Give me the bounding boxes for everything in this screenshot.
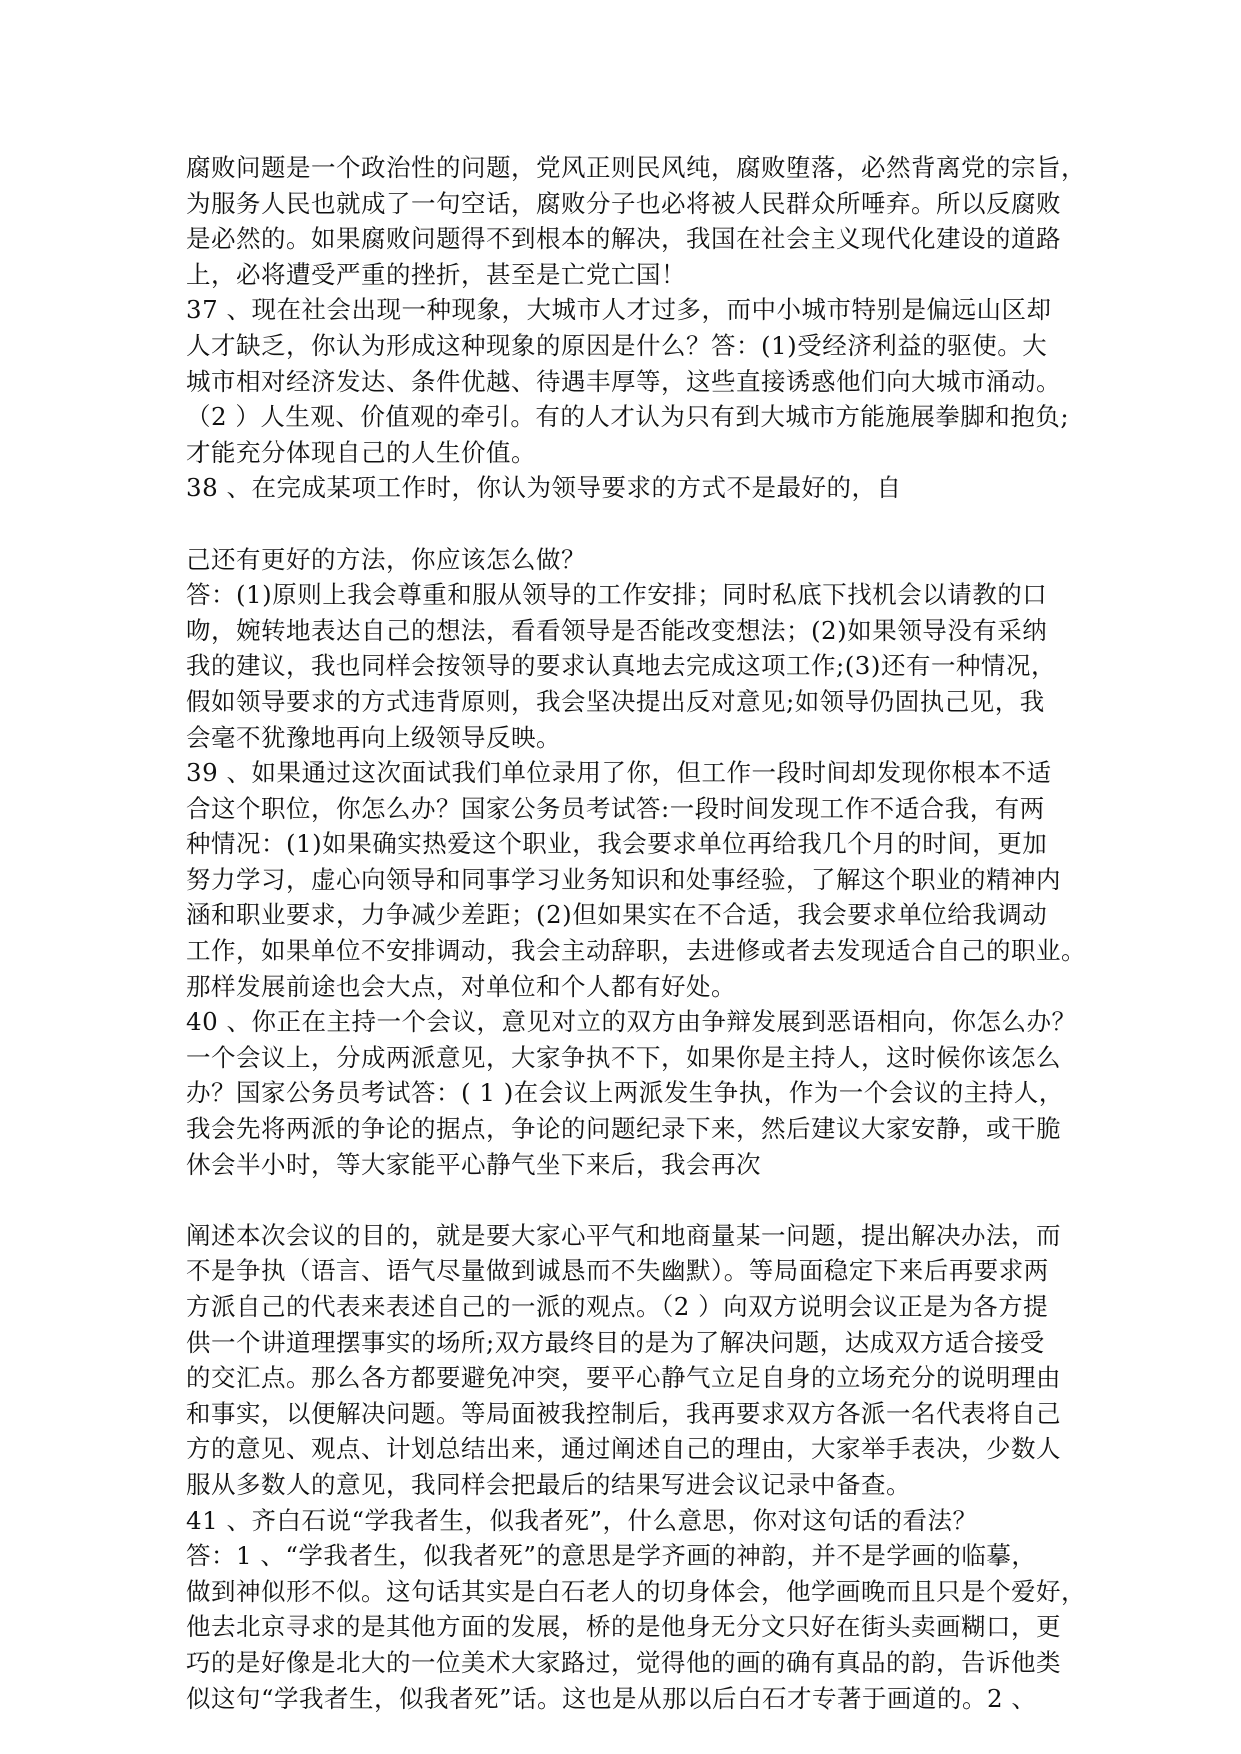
text-line: 为服务人民也就成了一句空话，腐败分子也必将被人民群众所唾弃。所以反腐败: [186, 188, 1061, 218]
text-line: 37 、现在社会出现一种现象，大城市人才过多，而中小城市特别是偏远山区却: [186, 295, 1052, 325]
text-line: 办？国家公务员考试答：( 1 )在会议上两派发生争执，作为一个会议的主持人，: [186, 1078, 1064, 1108]
text-line: 涵和职业要求，力争减少差距；(2)但如果实在不合适，我会要求单位给我调动: [186, 900, 1048, 930]
text-line: 巧的是好像是北大的一位美术大家路过，觉得他的画的确有真品的韵，告诉他类: [186, 1647, 1061, 1677]
document-body: [186, 150, 1086, 1716]
text-line: 合这个职位，你怎么办？国家公务员考试答:一段时间发现工作不适合我，有两: [186, 793, 1045, 823]
text-line: 答：1 、“学我者生，似我者死”的意思是学齐画的神韵，并不是学画的临摹，: [186, 1541, 1037, 1571]
text-block-3: [186, 1218, 1086, 1716]
paragraph-gap: [186, 1182, 1066, 1218]
text-line: 39 、如果通过这次面试我们单位录用了你，但工作一段时间却发现你根本不适: [186, 758, 1052, 788]
text-line: 供一个讲道理摆事实的场所;双方最终目的是为了解决问题，达成双方适合接受: [186, 1327, 1045, 1357]
text-line: 休会半小时，等大家能平心静气坐下来后，我会再次: [186, 1149, 761, 1179]
text-line: 那样发展前途也会大点，对单位和个人都有好处。: [186, 971, 736, 1001]
text-line: 城市相对经济发达、条件优越、待遇丰厚等，这些直接诱惑他们向大城市涌动。: [186, 366, 1061, 396]
text-line: 工作，如果单位不安排调动，我会主动辞职，去进修或者去发现适合自己的职业。: [186, 936, 1086, 966]
text-line: 服从多数人的意见，我同样会把最后的结果写进会议记录中备查。: [186, 1469, 911, 1499]
text-line: 似这句“学我者生，似我者死”话。这也是从那以后白石才专著于画道的。2 、: [186, 1683, 1037, 1713]
text-line: 方的意见、观点、计划总结出来，通过阐述自己的理由，大家举手表决，少数人: [186, 1434, 1061, 1464]
text-line: 我会先将两派的争论的据点，争论的问题纪录下来，然后建议大家安静，或干脆: [186, 1114, 1061, 1144]
text-line: 和事实，以便解决问题。等局面被我控制后，我再要求双方各派一名代表将自己: [186, 1398, 1061, 1428]
text-line: 方派自己的代表来表述自己的一派的观点。（2 ）向双方说明会议正是为各方提: [186, 1292, 1049, 1321]
text-block-1: [186, 150, 1086, 506]
text-line: 40 、你正在主持一个会议，意见对立的双方由争辩发展到恶语相向，你怎么办？: [186, 1007, 1077, 1037]
text-line: 41 、齐白石说“学我者生，似我者死”，什么意思，你对这句话的看法？: [186, 1505, 978, 1535]
text-line: 人才缺乏，你认为形成这种现象的原因是什么？答：(1)受经济利益的驱使。大: [186, 330, 1048, 360]
text-line: （2 ）人生观、价值观的牵引。有的人才认为只有到大城市方能施展拳脚和抱负;: [186, 402, 1070, 432]
text-line: 种情况：(1)如果确实热爱这个职业，我会要求单位再给我几个月的时间，更加: [186, 829, 1048, 859]
text-line: 腐败问题是一个政治性的问题，党风正则民风纯，腐败堕落，必然背离党的宗旨，: [186, 153, 1086, 182]
text-line: 答：(1)原则上我会尊重和服从领导的工作安排；同时私底下找机会以请教的口: [186, 580, 1048, 610]
text-line: 己还有更好的方法，你应该怎么做？: [186, 544, 586, 574]
text-line: 才能充分体现自己的人生价值。: [186, 437, 536, 467]
text-line: 不是争执（语言、语气尽量做到诚恳而不失幽默）。等局面稳定下来后再要求两: [186, 1256, 1049, 1286]
text-line: 假如领导要求的方式违背原则，我会坚决提出反对意见;如领导仍固执己见，我: [186, 686, 1045, 716]
text-line: 努力学习，虚心向领导和同事学习业务知识和处事经验，了解这个职业的精神内: [186, 864, 1061, 894]
text-line: 是必然的。如果腐败问题得不到根本的解决，我国在社会主义现代化建设的道路: [186, 224, 1061, 254]
text-line: 上，必将遭受严重的挫折，甚至是亡党亡国！: [186, 259, 686, 289]
text-line: 阐述本次会议的目的，就是要大家心平气和地商量某一问题，提出解决办法，而: [186, 1220, 1061, 1250]
text-line: 做到神似形不似。这句话其实是白石老人的切身体会，他学画晚而且只是个爱好，: [186, 1576, 1086, 1606]
text-line: 38 、在完成某项工作时，你认为领导要求的方式不是最好的，自: [186, 473, 902, 503]
text-line: 他去北京寻求的是其他方面的发展，桥的是他身无分文只好在街头卖画糊口，更: [186, 1612, 1061, 1642]
paragraph-gap: [186, 506, 1066, 542]
text-block-2: [186, 542, 1086, 1183]
text-line: 我的建议，我也同样会按领导的要求认真地去完成这项工作;(3)还有一种情况，: [186, 651, 1056, 681]
text-line: 一个会议上，分成两派意见，大家争执不下，如果你是主持人，这时候你该怎么: [186, 1042, 1061, 1072]
text-line: 的交汇点。那么各方都要避免冲突，要平心静气立足自身的立场充分的说明理由: [186, 1363, 1061, 1393]
text-line: 吻，婉转地表达自己的想法，看看领导是否能改变想法；(2)如果领导没有采纳: [186, 615, 1048, 645]
text-line: 会毫不犹豫地再向上级领导反映。: [186, 722, 561, 752]
